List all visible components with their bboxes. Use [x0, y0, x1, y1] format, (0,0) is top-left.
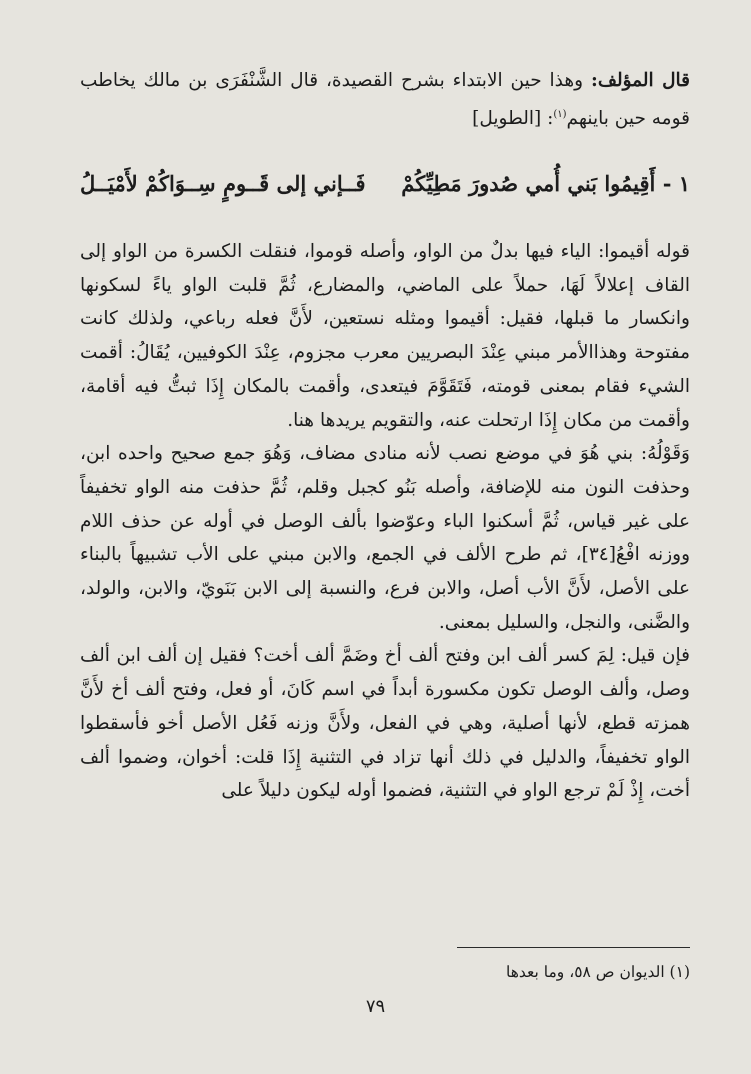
verse-second-hemistich: فَــإني إلى قَــومٍ سِــوَاكُمْ لأَمْيَــلُ — [80, 171, 366, 196]
footnote-divider — [457, 947, 690, 948]
poem-verse — [80, 171, 690, 211]
author-label: قال المؤلف: — [590, 70, 691, 91]
commentary-paragraph: قوله أقيموا: الياء فيها بدلٌ من الواو، وأصله قوموا، فنقلت الكسرة من الواو إلى القاف إعلالاً لَهَا، حملاً على الماضي، والمضارع، ثُمَّ قلبت الواو ياءً لسكونها وانكسار ما قبلها، فقيل: أقيموا ومثله نستعين، لأَنَّ فعله رباعي، ولذلك كانت مفتوحة وهذاالأمر مبني عِنْدَ البصريين معرب مجزوم، عِنْدَ الكوفيين، يُقَالُ: أقمت الشيء فقام بمعنى قومته، فَتَقَوَّمَ فيتعدى، وأقمت بالمكان إِذَا ثبتُّ فيه أقامة، وأقمت من مكان إِذَا ارتحلت عنه، والتقويم يريدها هنا. — [80, 241, 690, 431]
page-number: ٧٩ — [365, 996, 386, 1017]
first-hemistich-text: أَقِيمُوا بَني أُمي صُدورَ مَطِيِّكُمْ — [401, 171, 656, 196]
meter-label: : [الطويل] — [472, 107, 554, 129]
commentary-paragraph: وَقَوْلُهُ: بني هُوَ في موضع نصب لأنه منادى مضاف، وَهُوَ جمع صحيح واحده ابن، وحذفت النون منه للإضافة، وأصله بَنُو كجبل وقلم، ثُمَّ حذفت منه الواو تخفيفاً على غير قياس، ثُمَّ أسكنوا الباء وعوّضوا بألف الوصل في أوله عن حذف اللام ووزنه افْعُ[٣٤]، ثم طرح الألف في الجمع، والابن مبني على الأب تشبيهاً بالبناء على الأصل، لأَنَّ الأب أصل، والابن فرع، والنسبة إلى الابن بَنَويّ، والابن، والولد، والضَّنى، والنجل، والسليل بمعنى. — [80, 443, 690, 633]
verse-number: ١ - — [662, 171, 690, 196]
intro-text — [80, 64, 690, 136]
footnote: (١) الديوان ص ٥٨، وما بعدها — [506, 963, 690, 981]
verse-first-hemistich — [401, 171, 690, 196]
intro-line-1: وهذا حين الابتداء بشرح القصيدة، قال الشَّنْفَرَى بن مالك — [143, 70, 584, 91]
commentary-paragraph: فإن قيل: لِمَ كسر ألف ابن وفتح ألف أخ وضَمَّ ألف أخت؟ فقيل إن ألف ابن ألف وصل، وألف الوصل تكون مكسورة أبداً في اسم كَانَ، أو فعل، وفتح ألف أخ لأَنَّ همزته قطع، لأنها أصلية، وهي في الفعل، ولأَنَّ وزنه فَعُل الأصل أخو فأسقطوا الواو تخفيفاً، والدليل في ذلك أنها تزاد في التثنية إِذَا قلت: أخوان، وضموا ألف أخت، إِذْ لَمْ ترجع الواو في التثنية، فضموا أوله ليكون دليلاً على — [80, 645, 690, 802]
commentary-body — [80, 235, 690, 808]
footnote-reference: (١) — [553, 108, 567, 120]
intro-paragraph — [80, 64, 690, 136]
intro-line-2: يخاطب قومه حين باينهم — [80, 70, 690, 129]
